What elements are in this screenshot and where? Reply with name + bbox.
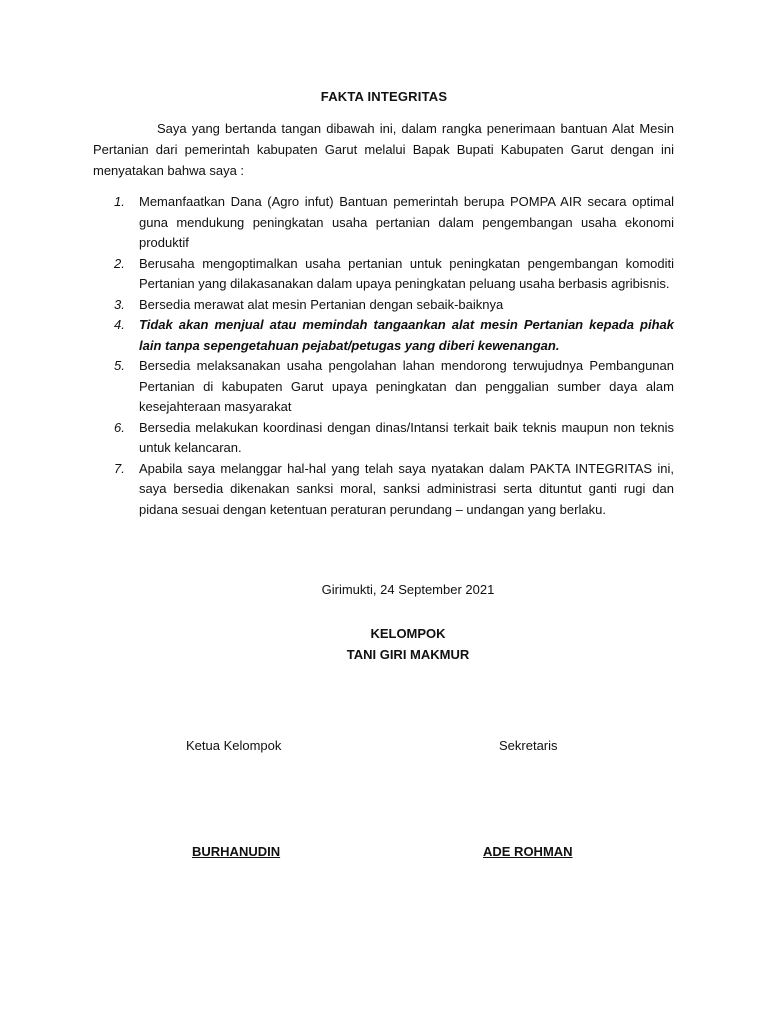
list-item-text: Tidak akan menjual atau memindah tangaankan alat mesin Pertanian kepada pihak lain tanpa sepengetahuan pejabat/petugas yang diberi kewenangan. xyxy=(139,317,674,353)
list-item-number: 4. xyxy=(114,317,125,332)
list-item xyxy=(93,356,674,418)
list-item xyxy=(93,418,674,459)
list-item-text: Apabila saya melanggar hal-hal yang telah saya nyatakan dalam PAKTA INTEGRITAS ini, saya bersedia dikenakan sanksi moral, sanksi administrasi serta dituntut ganti rugi dan pidana sesuai dengan ketentuan peraturan perundang – undangan yang berlaku. xyxy=(139,460,674,517)
list-item-text: Berusaha mengoptimalkan usaha pertanian untuk peningkatan pengembangan komoditi Pertanian yang dilakasanakan dalam upaya peningkatan peluang usaha berbasis agribisnis. xyxy=(139,255,674,291)
list-item-number: 3. xyxy=(114,296,125,312)
list-item-number: 6. xyxy=(114,419,125,435)
list-item xyxy=(93,192,674,254)
role-secretary: Sekretaris xyxy=(499,738,558,753)
list-item-number: 2. xyxy=(114,255,125,271)
signer-secretary-name: ADE ROHMAN xyxy=(483,844,573,859)
role-chairman: Ketua Kelompok xyxy=(186,738,282,753)
document-title: FAKTA INTEGRITAS xyxy=(320,89,448,104)
list-item xyxy=(93,459,674,521)
list-item-text: Bersedia merawat alat mesin Pertanian dengan sebaik-baiknya xyxy=(139,296,504,312)
list-item-text: Bersedia melakukan koordinasi dengan dinas/Intansi terkait baik teknis maupun non teknis untuk kelancaran. xyxy=(139,419,674,455)
list-item xyxy=(93,315,674,356)
group-name: TANI GIRI MAKMUR xyxy=(346,647,470,662)
intro-paragraph: Saya yang bertanda tangan dibawah ini, dalam rangka penerimaan bantuan Alat Mesin Pertanian dari pemerintah kabupaten Garut melalui Bapak Bupati Kabupaten Garut dengan ini menyatakan bahwa saya : xyxy=(93,121,674,178)
statement-list xyxy=(93,192,674,520)
group-label: KELOMPOK xyxy=(370,626,446,641)
list-item xyxy=(93,295,674,316)
list-item-number: 7. xyxy=(114,460,125,476)
list-item-text: Bersedia melaksanakan usaha pengolahan lahan mendorong terwujudnya Pembangunan Pertanian di kabupaten Garut upaya peningkatan dan penggalian sumber daya alam kesejahteraan masyarakat xyxy=(139,358,674,414)
list-item-number: 1. xyxy=(114,194,125,209)
list-item-number: 5. xyxy=(114,358,125,373)
group-name-block xyxy=(0,623,768,665)
list-item xyxy=(93,254,674,295)
place-and-date: Girimukti, 24 September 2021 xyxy=(321,582,495,597)
list-item-text: Memanfaatkan Dana (Agro infut) Bantuan pemerintah berupa POMPA AIR secara optimal guna mendukung peningkatan usaha pertanian dalam pengembangan usaha ekonomi produktif xyxy=(139,194,674,250)
signer-chairman-name: BURHANUDIN xyxy=(192,844,281,859)
